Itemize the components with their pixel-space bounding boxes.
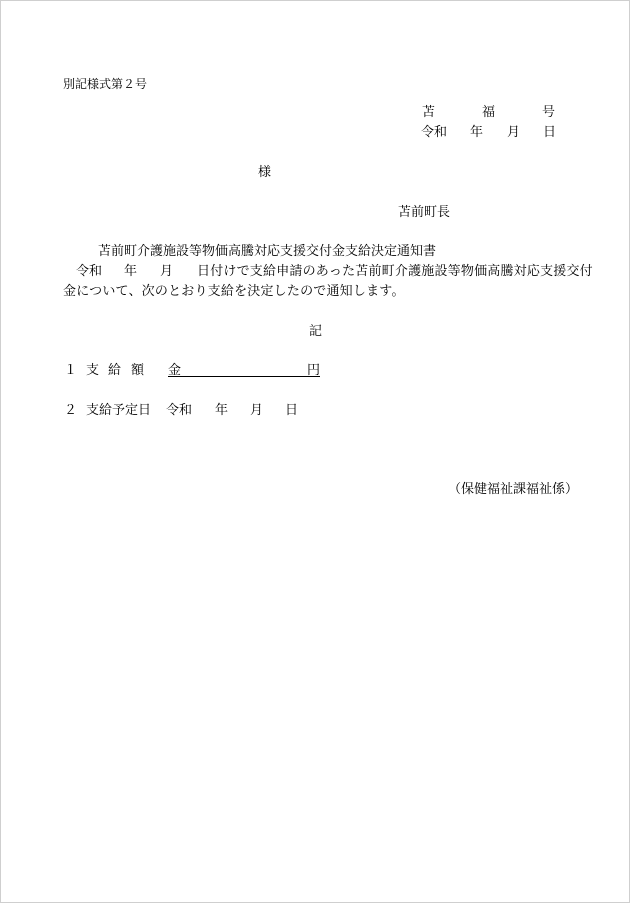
item2-label: 支給予定日 [86, 403, 152, 418]
amount-suffix: 円 [307, 363, 321, 378]
item1-number: １ [64, 363, 78, 378]
item2-date-month: 月 [250, 403, 264, 418]
item2-date-day: 日 [285, 403, 299, 418]
recipient-honorific: 様 [258, 165, 272, 180]
amount-prefix: 金 [168, 363, 182, 378]
document-title: 苫前町介護施設等物価高騰対応支援交付金支給決定通知書 [98, 244, 437, 259]
item1-label-char-3: 額 [131, 363, 145, 378]
item1-label-char-1: 支 [86, 363, 100, 378]
item2-number: ２ [64, 403, 78, 418]
doc-number-suffix: 号 [542, 105, 556, 120]
item2-date-era: 令和 [166, 403, 193, 418]
issue-date-month: 月 [507, 125, 521, 140]
contact-department: （保健福祉課福祉係） [448, 482, 579, 497]
form-number: 別記様式第２号 [63, 77, 148, 91]
body-line2-text: 金について、次のとおり支給を決定したので通知します。 [63, 284, 405, 299]
issue-date-day: 日 [543, 125, 557, 140]
issue-date-era: 令和 [421, 125, 448, 140]
body-date-era: 令和 [76, 264, 103, 279]
doc-number-prefix: 苫 [422, 105, 436, 120]
ki-marker: 記 [309, 324, 323, 339]
body-date-month: 月 [160, 264, 174, 279]
item1-label-char-2: 給 [108, 363, 122, 378]
doc-number-middle: 福 [482, 105, 496, 120]
body-line1-text: 日付けで支給申請のあった苫前町介護施設等物価高騰対応支援交付 [197, 264, 593, 279]
item2-date-year: 年 [215, 403, 229, 418]
body-date-year: 年 [124, 264, 138, 279]
amount-underline [168, 376, 320, 377]
sender-name: 苫前町長 [398, 205, 451, 220]
issue-date-year: 年 [470, 125, 484, 140]
